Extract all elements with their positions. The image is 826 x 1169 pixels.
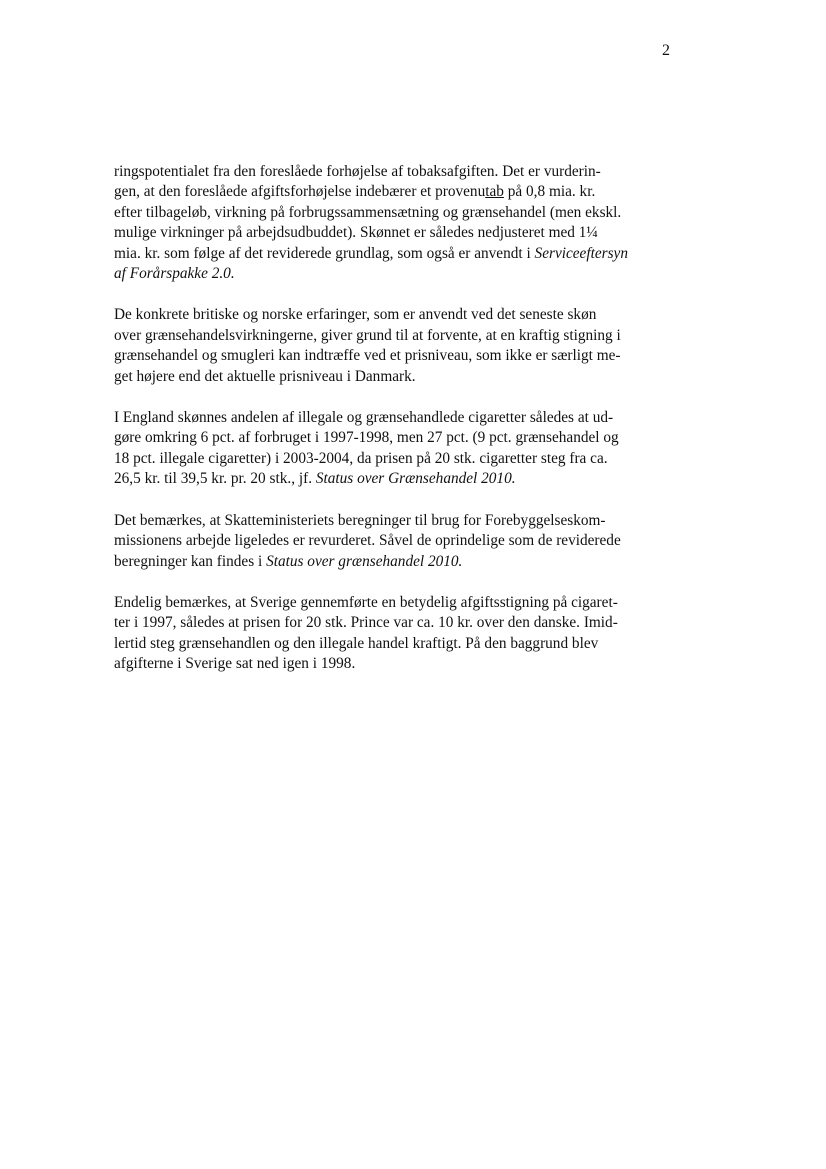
document-body [114, 162, 654, 696]
italic-reference: Status over Grænsehandel 2010. [315, 470, 516, 488]
text-line [114, 593, 654, 613]
text-segment: 18 pct. illegale cigaretter) i 2003-2004, da prisen på 20 stk. cigaretter steg fra ca. [114, 449, 608, 467]
text-segment: over grænsehandelsvirkningerne, giver grund til at forvente, at en kraftig stigning i [114, 326, 621, 344]
text-segment: ringspotentialet fra den foreslåede forhøjelse af tobaksafgiften. Det er vurderin- [114, 163, 601, 180]
text-segment: lertid steg grænsehandlen og den illegale handel kraftigt. På den baggrund blev [114, 634, 599, 652]
text-line [114, 634, 654, 654]
text-line [114, 346, 654, 366]
text-line [114, 367, 654, 387]
text-segment: 26,5 kr. til 39,5 kr. pr. 20 stk., jf. [114, 470, 316, 488]
text-segment: De konkrete britiske og norske erfaringer, som er anvendt ved det seneste skøn [114, 306, 597, 324]
text-line [114, 552, 654, 572]
text-line [114, 326, 654, 346]
text-line [114, 182, 654, 202]
text-segment: på 0,8 mia. kr. [503, 183, 596, 201]
text-segment: I England skønnes andelen af illegale og grænsehandlede cigaretter således at ud- [114, 409, 614, 427]
text-segment: ter i 1997, således at prisen for 20 stk. Prince var ca. 10 kr. over den danske. Imid- [114, 614, 618, 632]
text-line [114, 264, 654, 284]
text-segment: Endelig bemærkes, at Sverige gennemførte en betydelig afgiftsstigning på cigaret- [114, 593, 618, 611]
text-line [114, 203, 654, 223]
text-line [114, 654, 654, 674]
paragraph-4 [114, 511, 654, 572]
page-number: 2 [662, 42, 670, 59]
text-line [114, 408, 654, 428]
paragraph-5 [114, 593, 654, 675]
text-segment: gen, at den foreslåede afgiftsforhøjelse indebærer et provenu [114, 183, 486, 201]
paragraph-3 [114, 408, 654, 490]
text-segment: efter tilbageløb, virkning på forbrugssammensætning og grænsehandel (men ekskl. [114, 203, 622, 221]
text-line [114, 244, 654, 264]
text-segment: mia. kr. som følge af det reviderede grundlag, som også er anvendt i [114, 244, 535, 262]
text-line [114, 613, 654, 633]
text-segment: gøre omkring 6 pct. af forbruget i 1997-1998, men 27 pct. (9 pct. grænsehandel og [114, 429, 619, 447]
text-line [114, 428, 654, 448]
text-line [114, 449, 654, 469]
italic-reference: Serviceeftersyn [534, 244, 628, 262]
text-segment: grænsehandel og smugleri kan indtræffe ved et prisniveau, som ikke er særligt me- [114, 347, 621, 365]
text-segment: missionens arbejde ligeledes er revurderet. Såvel de oprindelige som de reviderede [114, 532, 621, 550]
paragraph-1 [114, 162, 654, 284]
italic-reference: Status over grænsehandel 2010. [266, 552, 463, 570]
text-line [114, 469, 654, 489]
paragraph-2 [114, 305, 654, 387]
underlined-text: tab [485, 183, 504, 201]
text-segment: afgifterne i Sverige sat ned igen i 1998. [114, 655, 356, 673]
text-line [114, 223, 654, 243]
text-line [114, 305, 654, 325]
text-line [114, 511, 654, 531]
text-line [114, 531, 654, 551]
text-segment: mulige virkninger på arbejdsudbuddet). Skønnet er således nedjusteret med 1¼ [114, 224, 598, 242]
italic-reference: af Forårspakke 2.0. [114, 265, 235, 283]
text-line [114, 162, 654, 182]
text-segment: beregninger kan findes i [114, 552, 267, 570]
text-segment: Det bemærkes, at Skatteministeriets beregninger til brug for Forebyggelseskom- [114, 511, 606, 529]
text-segment: get højere end det aktuelle prisniveau i Danmark. [114, 367, 416, 385]
